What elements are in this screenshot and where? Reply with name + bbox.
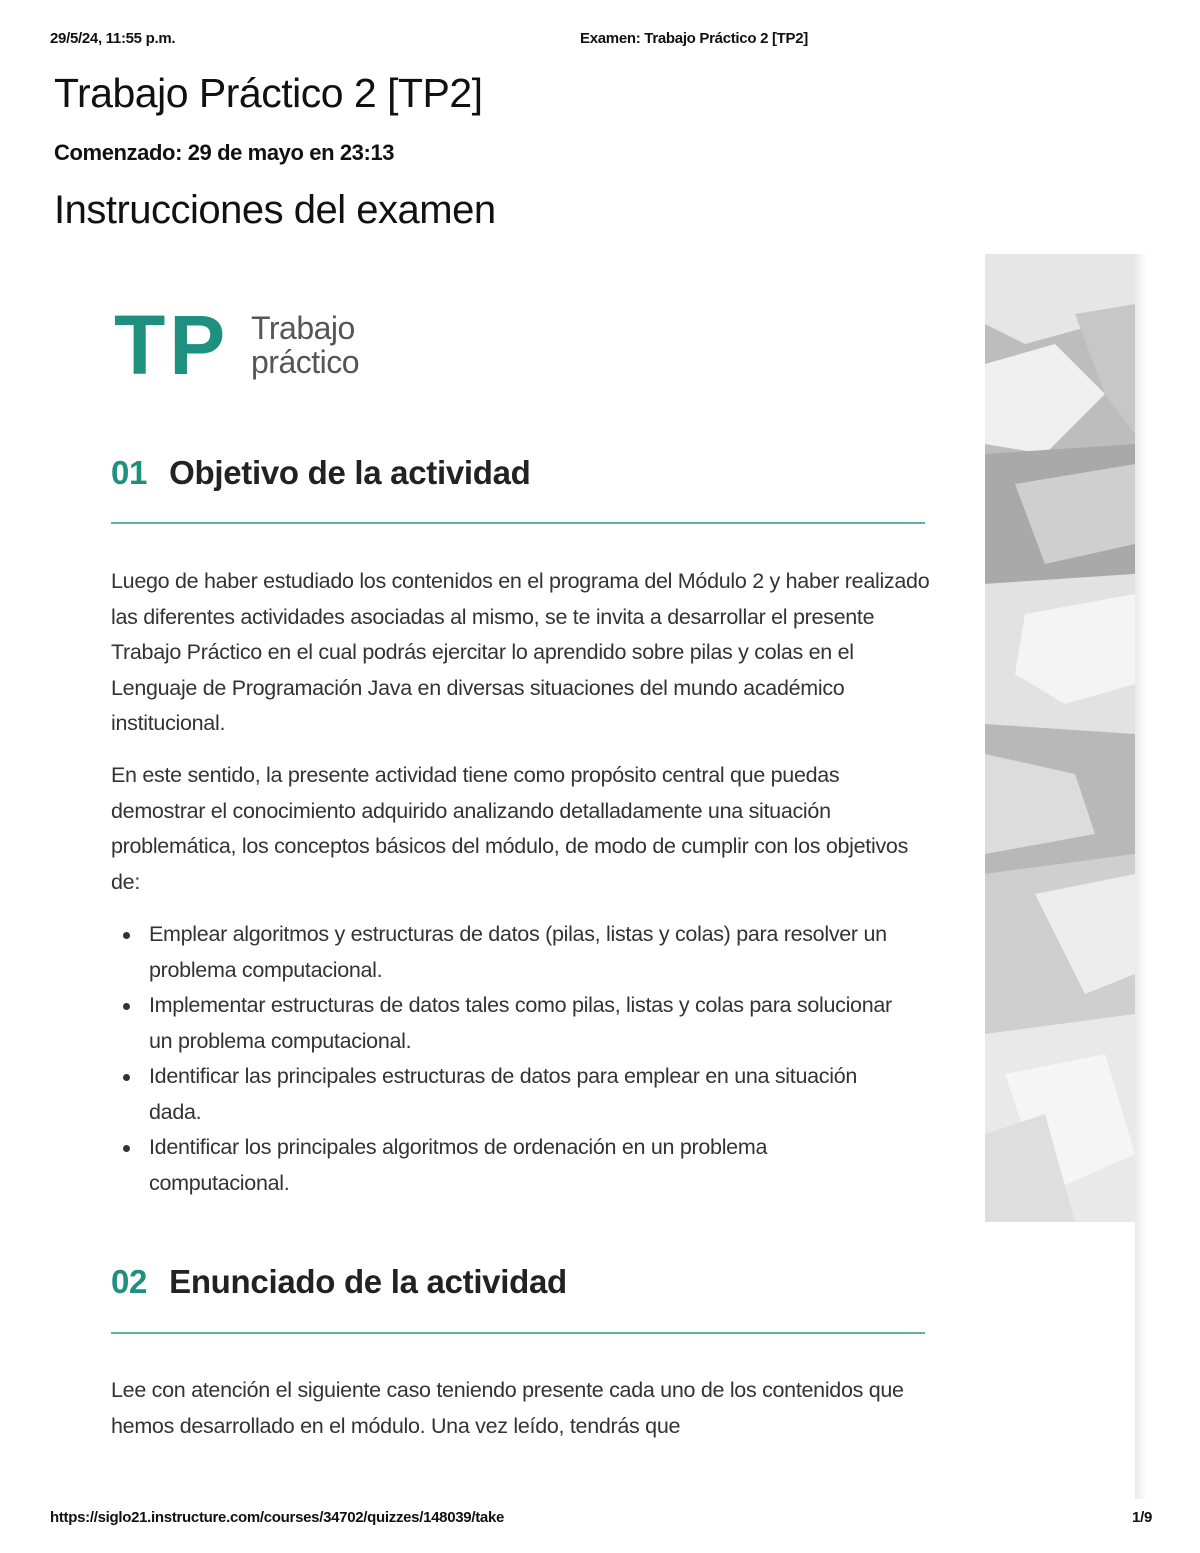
tp-logo-mark: TP <box>114 298 230 392</box>
list-item-text: Emplear algoritmos y estructuras de datos (pilas, listas y colas) para resolver un problema computacional. <box>149 922 887 982</box>
list-item <box>111 1059 911 1130</box>
list-item <box>111 917 911 988</box>
side-image-shadow <box>1135 254 1147 1499</box>
bullet-icon <box>123 1145 130 1152</box>
section-number: 02 <box>111 1263 148 1300</box>
started-at: Comenzado: 29 de mayo en 23:13 <box>54 140 395 165</box>
section-title: Enunciado de la actividad <box>169 1263 567 1300</box>
decorative-side-image <box>985 254 1135 1222</box>
list-item <box>111 988 911 1059</box>
bullet-icon <box>123 932 130 939</box>
paragraph: En este sentido, la presente actividad tiene como propósito central que puedas demostrar el conocimiento adquirido analizando detalladamente una situación problemática, los conceptos básicos del módulo, de modo de cumplir con los objetivos de: <box>111 763 909 894</box>
bullet-icon <box>123 1003 130 1010</box>
tp-logo-line1: Trabajo <box>251 310 355 346</box>
tp-logo-text <box>251 311 359 379</box>
print-header <box>0 30 1200 50</box>
section-number: 01 <box>111 454 148 491</box>
page-title: Trabajo Práctico 2 [TP2] <box>54 70 483 116</box>
list-item-text: Implementar estructuras de datos tales como pilas, listas y colas para solucionar un problema computacional. <box>149 993 892 1053</box>
paragraph: Luego de haber estudiado los contenidos en el programa del Módulo 2 y haber realizado las diferentes actividades asociadas al mismo, se te invita a desarrollar el presente Trabajo Práctico en el cual podrás ejercitar lo aprendido sobre pilas y colas en el Lenguaje de Programación Java en diversas situaciones del mundo académico institucional. <box>111 569 930 735</box>
print-url: https://siglo21.instructure.com/courses/34702/quizzes/148039/take <box>50 1509 505 1526</box>
paragraph: Lee con atención el siguiente caso teniendo presente cada uno de los contenidos que hemos desarrollado en el módulo. Una vez leído, tendrás que <box>111 1378 904 1438</box>
section-heading-enunciado <box>111 1263 567 1301</box>
tp-logo <box>114 298 414 393</box>
section-divider <box>111 522 925 524</box>
tp-logo-line2: práctico <box>251 344 360 380</box>
instructions-heading: Instrucciones del examen <box>54 188 496 232</box>
section-heading-objetivo <box>111 454 531 492</box>
section-title: Objetivo de la actividad <box>169 454 531 491</box>
bullet-icon <box>123 1074 130 1081</box>
list-item-text: Identificar las principales estructuras de datos para emplear en una situación dada. <box>149 1064 858 1124</box>
list-item-text: Identificar los principales algoritmos de ordenación en un problema computacional. <box>149 1135 768 1195</box>
print-page-number: 1/9 <box>1132 1509 1152 1526</box>
print-document-title: Examen: Trabajo Práctico 2 [TP2] <box>580 30 808 47</box>
objectives-list <box>111 917 911 1201</box>
print-footer <box>0 1509 1200 1529</box>
print-datetime: 29/5/24, 11:55 p.m. <box>50 30 176 47</box>
list-item <box>111 1130 911 1201</box>
section-divider <box>111 1332 925 1334</box>
